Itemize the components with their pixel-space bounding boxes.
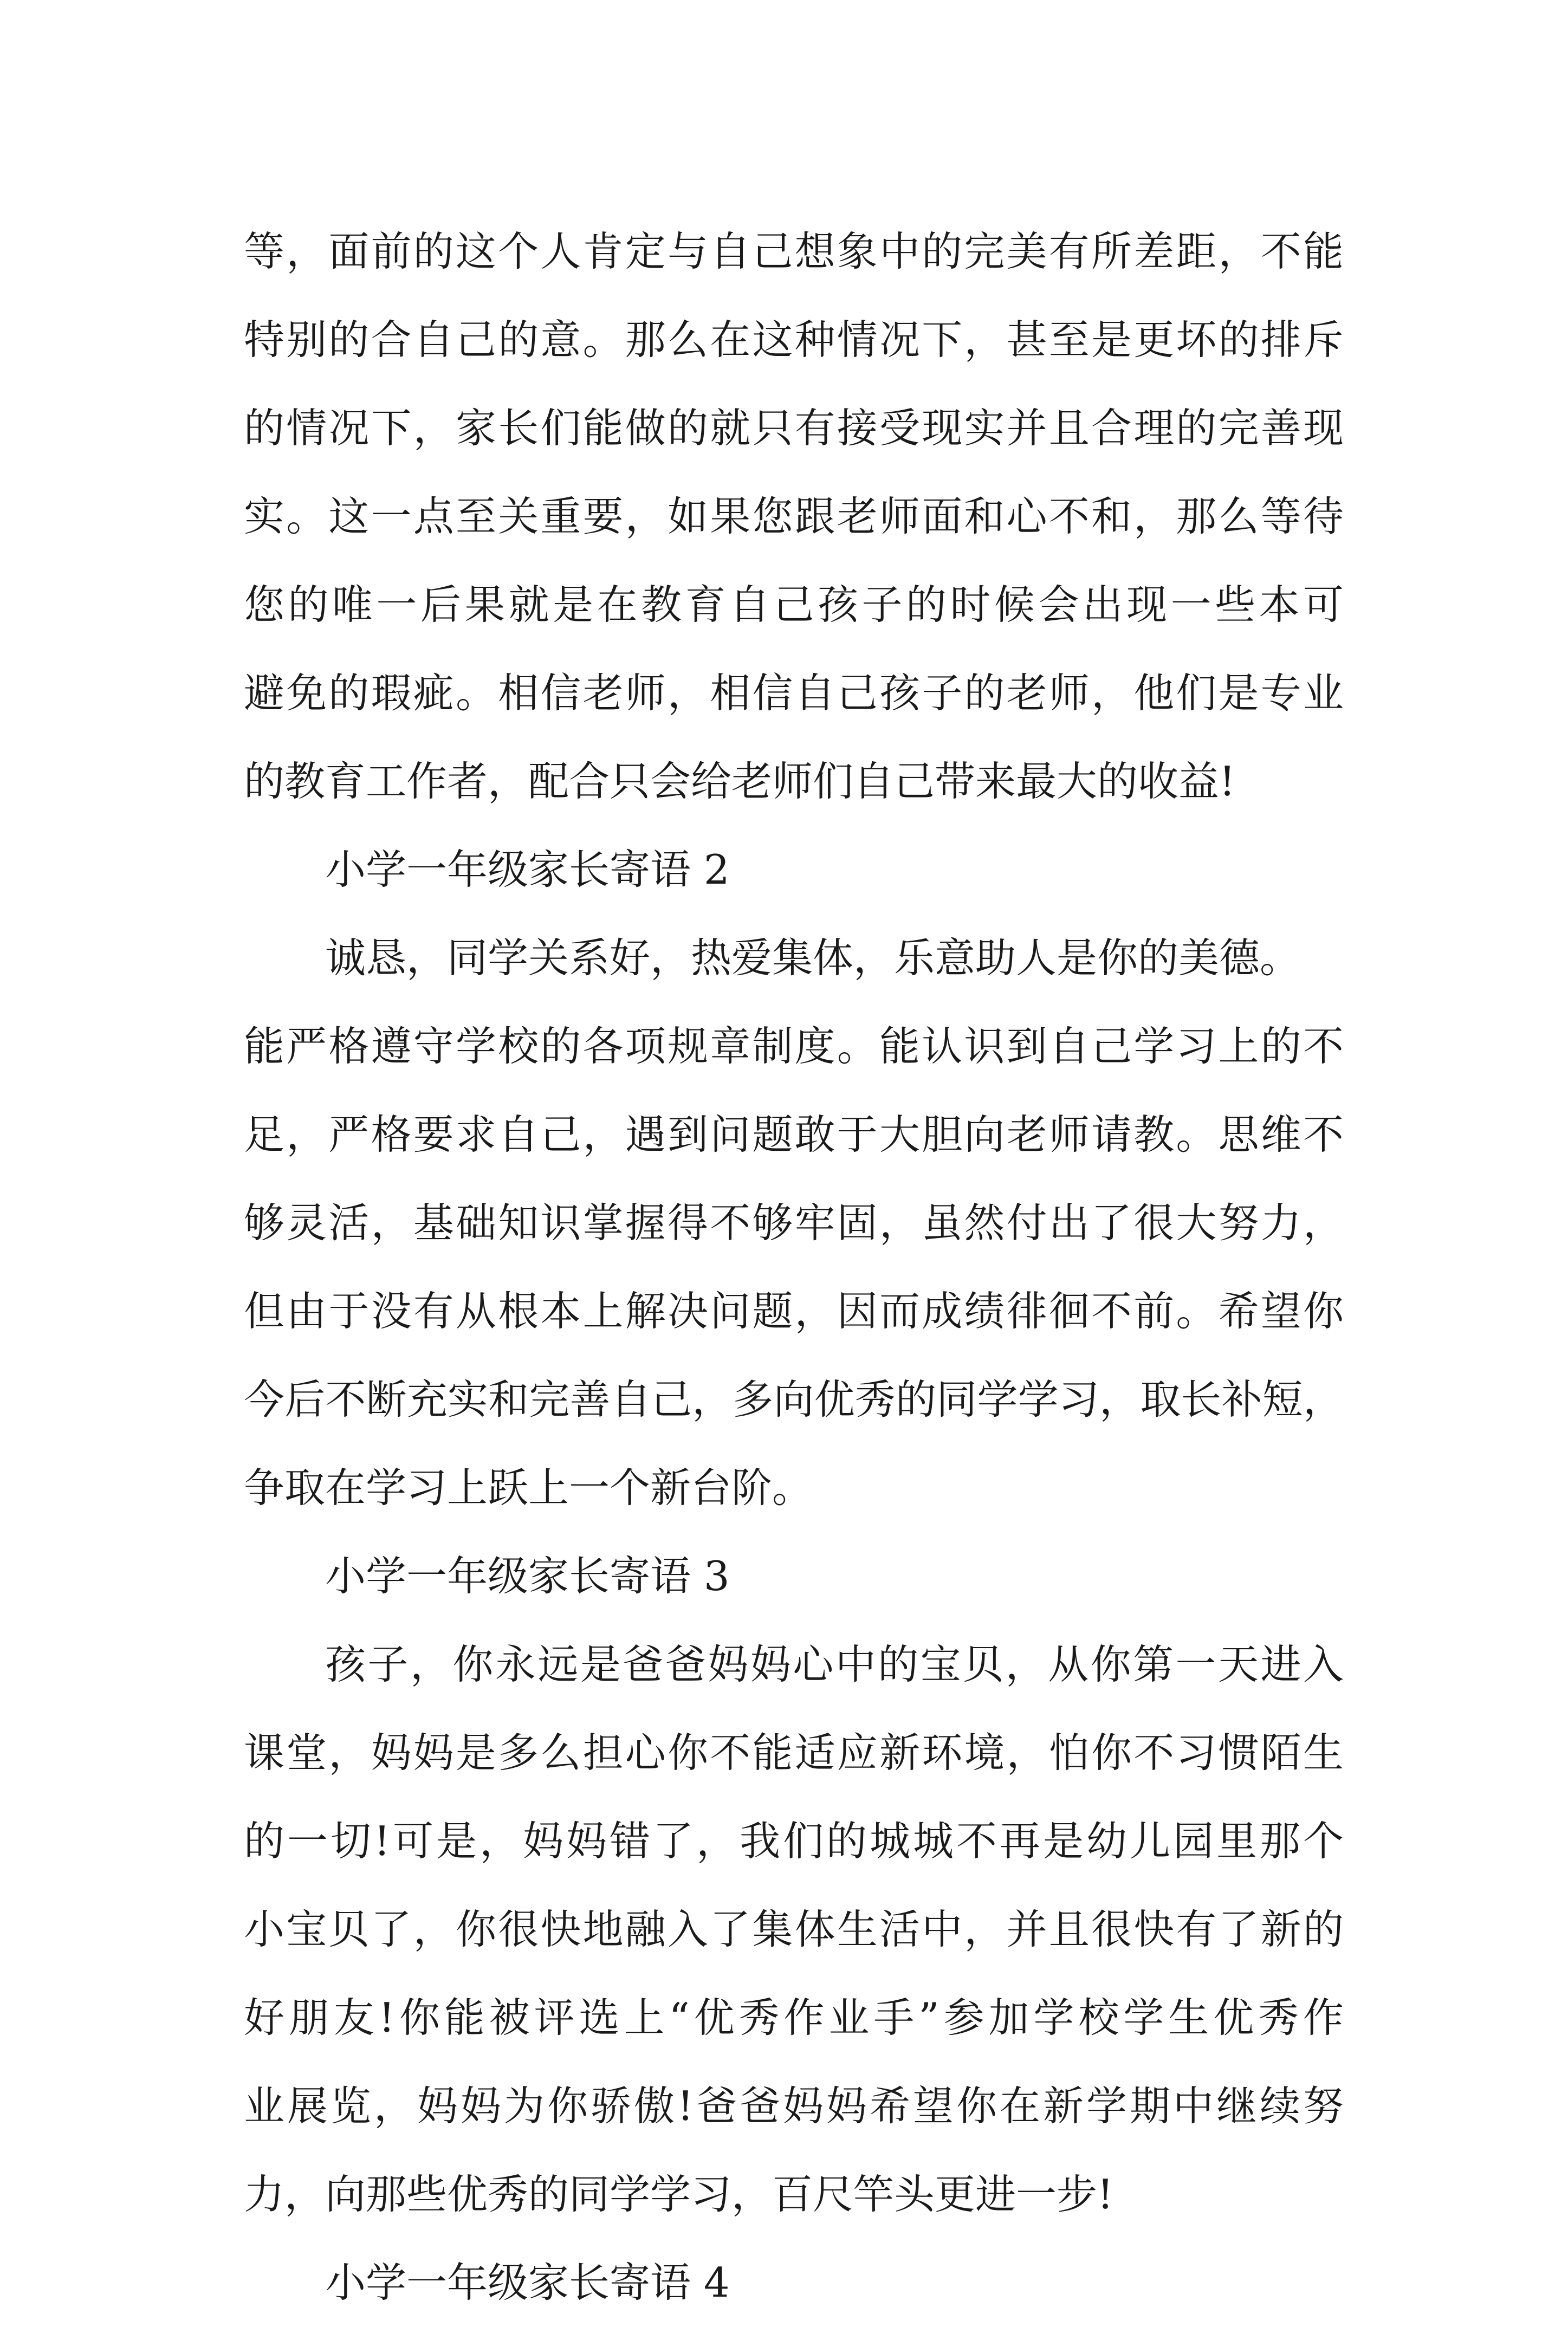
text-line: 避免的瑕疵。相信老师，相信自己孩子的老师，他们是专业: [244, 669, 1344, 717]
text-line: 小宝贝了，你很快地融入了集体生活中，并且很快有了新的: [244, 1905, 1344, 1953]
text-line: 今后不断充实和完善自己，多向优秀的同学学习，取长补短，: [244, 1376, 1344, 1423]
text-line: 争取在学习上跃上一个新台阶。: [244, 1464, 813, 1512]
text-line: 等，面前的这个人肯定与自己想象中的完美有所差距，不能: [244, 228, 1344, 275]
text-line: 特别的合自己的意。那么在这种情况下，甚至是更坏的排斥: [244, 316, 1344, 364]
paragraph-2: [244, 914, 1344, 1532]
paragraph-3: [244, 1621, 1344, 2239]
section-heading-4: 小学一年级家长寄语 4: [325, 2259, 730, 2306]
section-heading-3: 小学一年级家长寄语 3: [325, 1552, 730, 1600]
text-line: 课堂，妈妈是多么担心你不能适应新环境，怕你不习惯陌生: [244, 1729, 1344, 1777]
text-line: 足，严格要求自己，遇到问题敢于大胆向老师请教。思维不: [244, 1111, 1344, 1158]
text-line: 力，向那些优秀的同学学习，百尺竿头更进一步!: [244, 2170, 1114, 2218]
text-line: 您的唯一后果就是在教育自己孩子的时候会出现一些本可: [244, 581, 1344, 628]
text-line: 的情况下，家长们能做的就只有接受现实并且合理的完善现: [244, 404, 1344, 452]
text-line: 好朋友!你能被评选上“优秀作业手”参加学校学生优秀作: [244, 1994, 1344, 2041]
document-body: [244, 208, 1344, 2327]
text-line: 孩子，你永远是爸爸妈妈心中的宝贝，从你第一天进入: [325, 1641, 1344, 1688]
text-line: 但由于没有从根本上解决问题，因而成绩徘徊不前。希望你: [244, 1287, 1344, 1335]
text-line: 能严格遵守学校的各项规章制度。能认识到自己学习上的不: [244, 1022, 1344, 1070]
text-line: 的教育工作者，配合只会给老师们自己带来最大的收益!: [244, 757, 1236, 805]
text-line: 的一切!可是，妈妈错了，我们的城城不再是幼儿园里那个: [244, 1817, 1344, 1865]
section-heading-2: 小学一年级家长寄语 2: [325, 846, 730, 893]
text-line: 业展览，妈妈为你骄傲!爸爸妈妈希望你在新学期中继续努: [244, 2082, 1344, 2130]
paragraph-1: [244, 208, 1344, 826]
text-line: 诚恳，同学关系好，热爱集体，乐意助人是你的美德。: [325, 934, 1301, 982]
text-line: 够灵活，基础知识掌握得不够牢固，虽然付出了很大努力，: [244, 1199, 1344, 1247]
text-line: 实。这一点至关重要，如果您跟老师面和心不和，那么等待: [244, 492, 1344, 540]
